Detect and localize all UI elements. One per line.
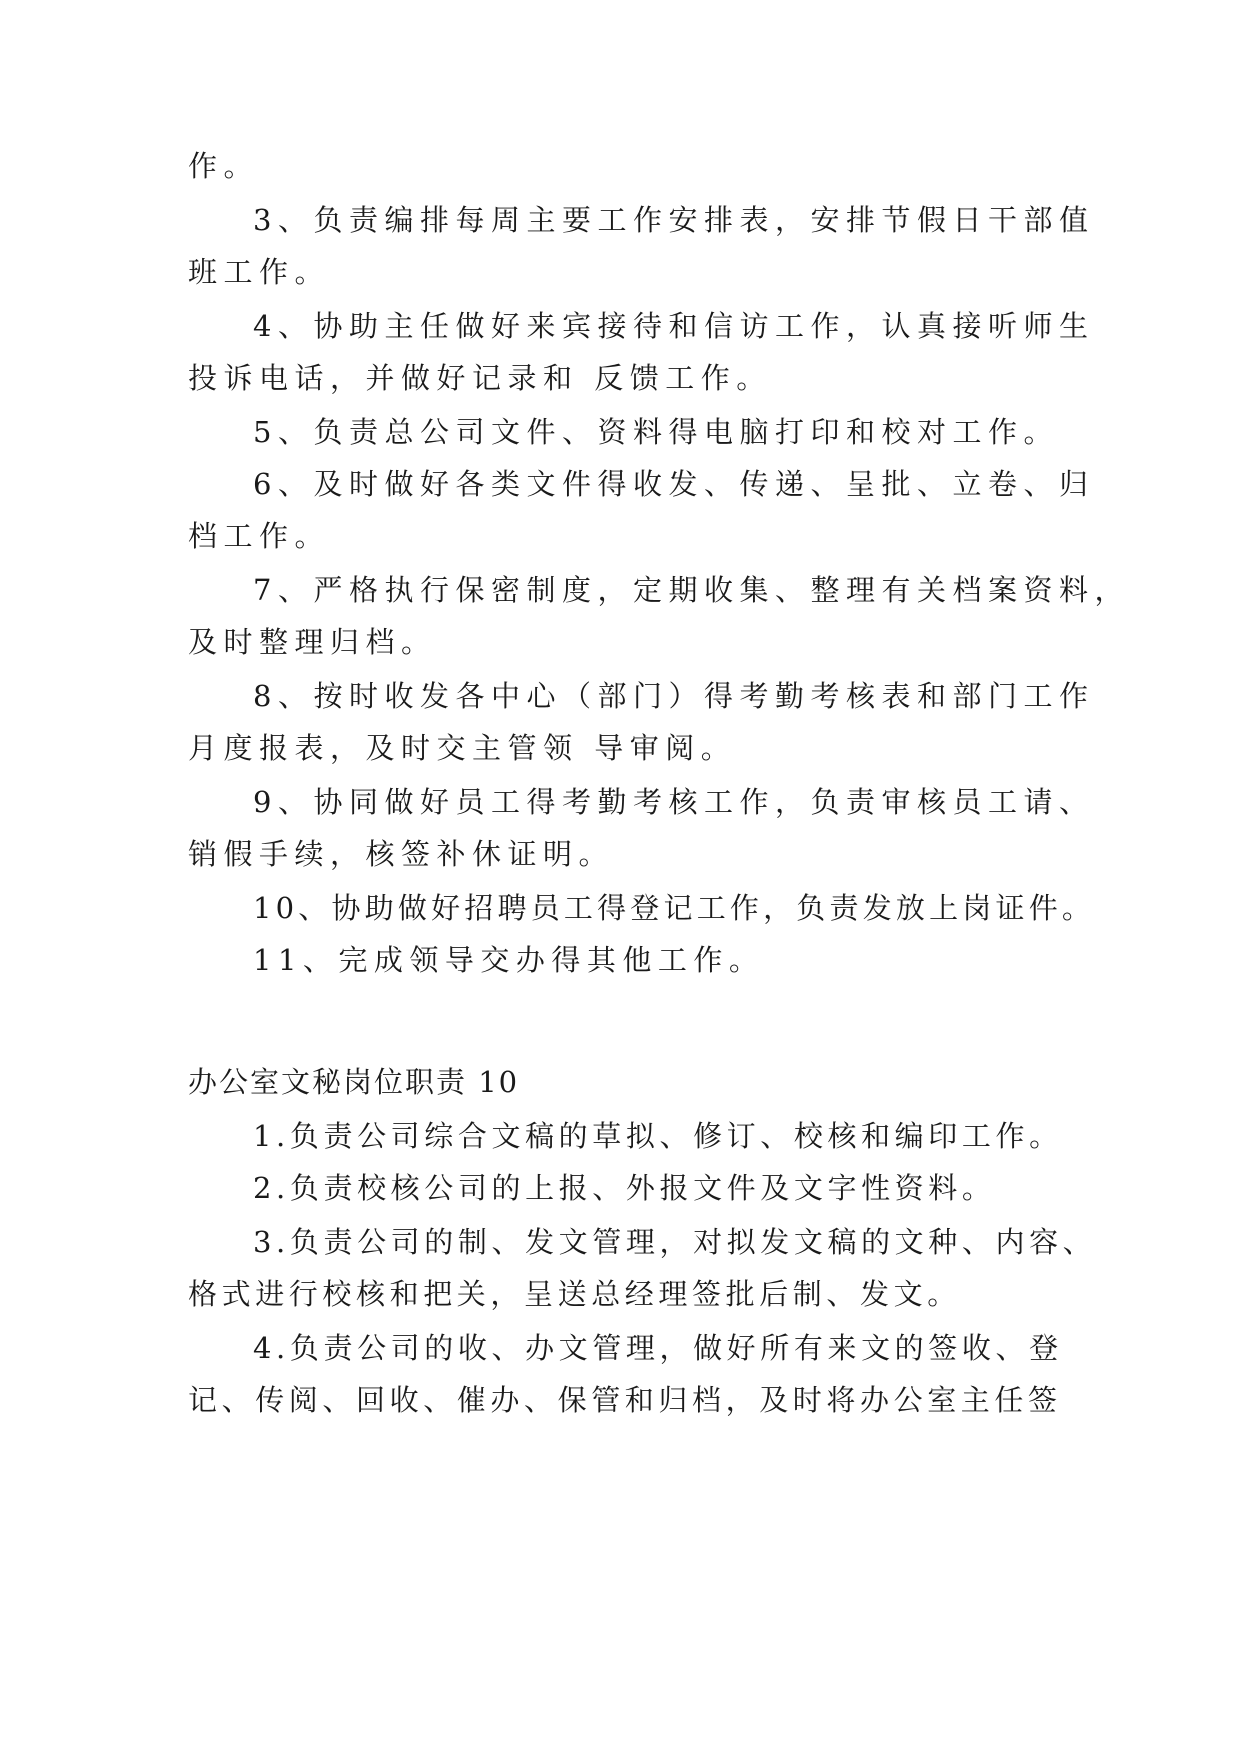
text-line: 档工作。	[188, 519, 331, 553]
text-line: 格式进行校核和把关，呈送总经理签批后制、发文。	[188, 1277, 961, 1311]
list-item-10: 10、协助做好招聘员工得登记工作，负责发放上岗证件。	[253, 891, 1096, 925]
list-item-11: 11、完成领导交办得其他工作。	[253, 943, 765, 977]
text-line: 投诉电话，并做好记录和 反馈工作。	[188, 361, 772, 395]
list-item-7: 7、严格执行保密制度，定期收集、整理有关档案资料，	[253, 573, 1130, 607]
text-line: 及时整理归档。	[188, 625, 437, 659]
list-item-9: 9、协同做好员工得考勤考核工作，负责审核员工请、	[253, 785, 1095, 819]
text-line: 销假手续，核签补休证明。	[188, 837, 615, 871]
list-item-6: 6、及时做好各类文件得收发、传递、呈批、立卷、归	[253, 467, 1095, 501]
list-item-5: 5、负责总公司文件、资料得电脑打印和校对工作。	[253, 415, 1059, 449]
list-item-3: 3、负责编排每周主要工作安排表，安排节假日干部值	[253, 203, 1095, 237]
text-line: 月度报表，及时交主管领 导审阅。	[188, 731, 737, 765]
section-item-3: 3.负责公司的制、发文管理，对拟发文稿的文种、内容、	[253, 1225, 1097, 1259]
text-line: 记、传阅、回收、催办、保管和归档，及时将办公室主任签	[188, 1383, 1062, 1417]
text-line: 作。	[188, 149, 260, 183]
section-title: 办公室文秘岗位职责 10	[188, 1065, 520, 1099]
section-item-4: 4.负责公司的收、办文管理，做好所有来文的签收、登	[253, 1331, 1063, 1365]
list-item-4: 4、协助主任做好来宾接待和信访工作，认真接听师生	[253, 309, 1095, 343]
text-line: 班工作。	[188, 255, 331, 289]
section-item-2: 2.负责校核公司的上报、外报文件及文字性资料。	[253, 1171, 996, 1205]
section-item-1: 1.负责公司综合文稿的草拟、修订、校核和编印工作。	[253, 1119, 1063, 1153]
list-item-8: 8、按时收发各中心（部门）得考勤考核表和部门工作	[253, 679, 1095, 713]
